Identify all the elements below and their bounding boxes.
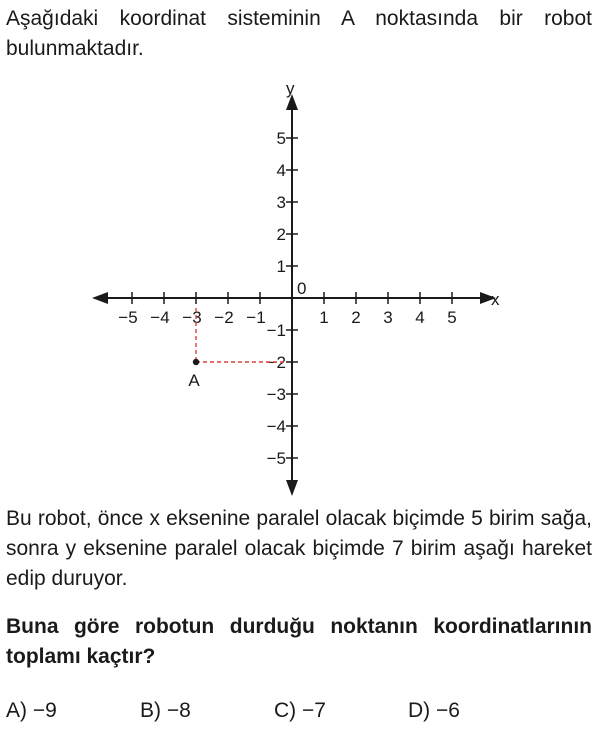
x-axis-label: x: [491, 290, 500, 309]
x-tick-label: −1: [246, 308, 266, 327]
answer-options: [6, 696, 566, 726]
option-b-letter: B): [140, 699, 161, 722]
option-c-letter: C): [274, 699, 297, 722]
y-axis-label: y: [286, 79, 295, 98]
y-tick-label: −3: [266, 385, 286, 404]
y-tick-label: −1: [266, 321, 286, 340]
y-tick-label: 5: [276, 129, 286, 148]
x-tick-label: 5: [447, 308, 457, 327]
y-axis-bottom-arrow: [286, 480, 298, 496]
x-tick-label: 3: [383, 308, 393, 327]
x-tick-label: −4: [150, 308, 170, 327]
x-axis-left-arrow: [92, 292, 108, 304]
y-tick-label: 1: [276, 257, 286, 276]
y-tick-label: 4: [276, 161, 286, 180]
x-tick-label: −3: [182, 308, 202, 327]
x-tick-label: −2: [214, 308, 234, 327]
option-a[interactable]: [6, 696, 57, 726]
option-a-letter: A): [6, 699, 27, 722]
y-tick-label: 3: [276, 193, 286, 212]
point-a: [193, 359, 199, 365]
problem-body: Bu robot, önce x eksenine paralel olacak biçimde 5 birim sağa, sonra y eksenine paralel olacak biçimde 7 birim aşağı hareket edip duruyor.: [6, 507, 592, 590]
y-tick-label: −2: [266, 353, 286, 372]
problem-intro: Aşağıdaki koordinat sisteminin A noktasında bir robot bulunmaktadır.: [6, 7, 592, 60]
x-tick-label: 1: [319, 308, 329, 327]
x-tick-label: 4: [415, 308, 425, 327]
option-a-value: −9: [32, 699, 57, 722]
option-d[interactable]: [408, 696, 460, 726]
option-d-value: −6: [436, 699, 460, 722]
y-tick-label: −5: [266, 449, 286, 468]
option-c[interactable]: [274, 696, 326, 726]
option-d-letter: D): [408, 699, 431, 722]
problem-question: Buna göre robotun durduğu noktanın koordinatlarının toplamı kaçtır?: [6, 615, 592, 668]
option-b[interactable]: [140, 696, 191, 726]
y-tick-label: 2: [276, 225, 286, 244]
point-a-label: A: [188, 371, 200, 390]
option-c-value: −7: [302, 699, 326, 722]
x-tick-label: 2: [351, 308, 361, 327]
x-tick-label: −5: [118, 308, 138, 327]
coordinate-plane-diagram: [0, 72, 600, 502]
origin-label: 0: [297, 279, 307, 298]
y-tick-label: −4: [266, 417, 286, 436]
option-b-value: −8: [166, 699, 191, 722]
